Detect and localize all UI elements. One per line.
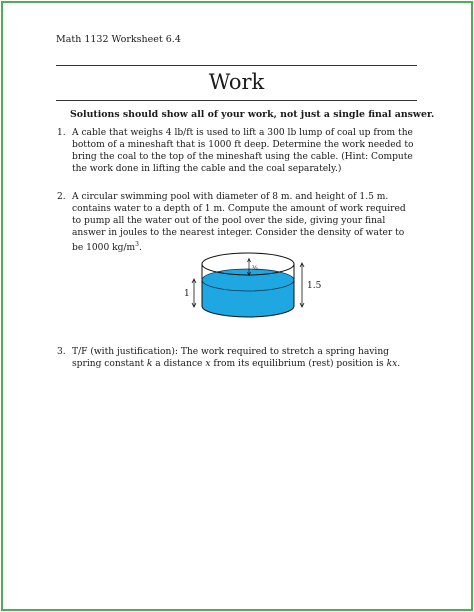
problem-text: A circular swimming pool with diameter of 8 m. and height of 1.5 m. contains water to a depth of 1 m. Compute the amount of work required to pump all the water out of the pool over the side, giving your final answer in joules to the nearest integer. Consider the density of water to be 1000 kg/m (72, 192, 406, 254)
math-var-x: x (205, 359, 211, 370)
problem-number: 3. (57, 347, 66, 357)
problem-3 (57, 346, 417, 370)
page-title: Work (208, 70, 265, 94)
problem-1 (57, 127, 417, 175)
instructions: Solutions should show all of your work, not just a single final answer. (70, 109, 435, 120)
problem-text-end: . (138, 243, 142, 254)
depth-label: 1 (184, 289, 190, 299)
pool-diagram (180, 244, 322, 328)
problem-text: T/F (with justification): The work required to stretch a spring having spring constant (72, 347, 390, 370)
gap-label: ½ (252, 265, 258, 272)
problem-number: 1. (57, 128, 66, 138)
problem-text: a distance (152, 359, 206, 370)
problem-text-end: . (397, 359, 401, 370)
math-expr-kx: kx (386, 359, 398, 370)
worksheet-header: Math 1132 Worksheet 6.4 (56, 34, 181, 45)
top-rule (56, 65, 417, 66)
problem-number: 2. (57, 192, 66, 202)
problem-text: from its equilibrium (rest) position is (210, 359, 387, 370)
problem-text: A cable that weighs 4 lb/ft is used to lift a 300 lb lump of coal up from the bottom of a mineshaft that is 1000 ft deep. Determine the work needed to bring the coal to the top of the mineshaft using the cable. (Hint: Compute the work done in lifting the cable and the coal separately.) (72, 128, 414, 175)
bottom-rule (56, 100, 417, 101)
math-var-k: k (146, 359, 153, 370)
height-label: 1.5 (307, 281, 322, 291)
superscript: 3 (135, 241, 139, 249)
